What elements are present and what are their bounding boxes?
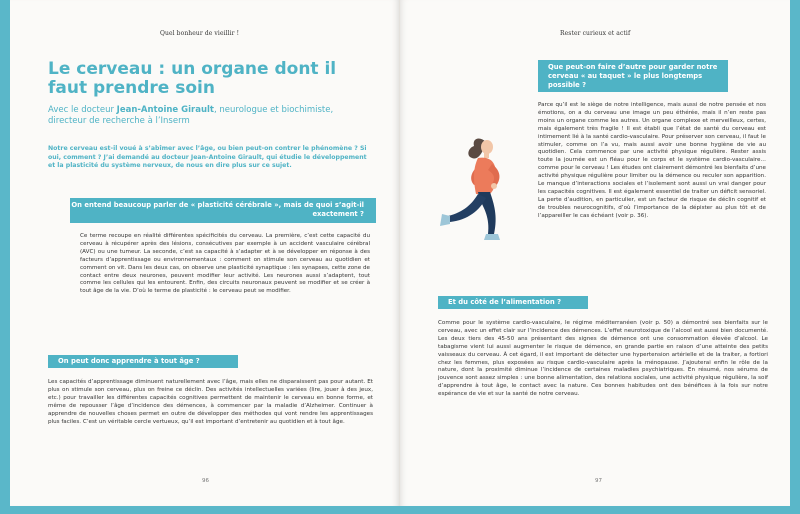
question-heading-nutrition: Et du côté de l’alimentation ? xyxy=(438,296,588,309)
question-heading-plasticity: On entend beaucoup parler de « plasticité cérébrale », mais de quoi s’agit-il exactement ? xyxy=(70,198,376,223)
book-spread xyxy=(10,0,790,514)
intro-paragraph: Notre cerveau est-il voué à s’abîmer avec l’âge, ou bien peut-on contrer le phénomène ? Si oui, comment ? J’ai demandé au docteur Jean-Antoine Girault, qui étudie le développement et la plasticité du système nerveux, de nous en dire plus sur ce sujet. xyxy=(48,145,367,170)
answer-learning: Les capacités d’apprentissage diminuent naturellement avec l’âge, mais elles ne disparaissent pas pour autant. Et plus on stimule son cerveau, plus on freine ce déclin. Des activités intellectuelles variées (lire, jouer à des jeux, etc.) pour travailler les différentes capacités cognitives permettent de maintenir le cerveau en bonne forme, et même de repousser l’âge d’incidence des démences, à commencer par la maladie d’Alzheimer. Continuer à apprendre de nouvelles choses permet en outre de développer des méthodes qui vont rendre les apprentissages plus faciles. C’est un véritable cercle vertueux, qu’il est important d’entretenir au quotidien et à tout âge. xyxy=(48,379,373,425)
page-number-left: 96 xyxy=(202,478,209,484)
answer-plasticity: Ce terme recoupe en réalité différentes spécificités du cerveau. La première, c’est cette capacité du cerveau à récupérer après des lésions, consécutives par exemple à un accident vasculaire cérébral (AVC) ou une tumeur. La seconde, c’est sa capacité à s’adapter et à se développer en réponse à des facteurs d’apprentissage ou environnementaux : comment on stimule son cerveau au quotidien et comment on vit. Dans les deux cas, on observe une plasticité synaptique : les synapses, cette zone de contact entre deux neurones, peuvent modifier leur activité. Les neurones aussi s’adaptent, tout comme les cellules qui les entourent. Enfin, des circuits neuronaux peuvent se modifier et se créer à tout âge de la vie. D’où le terme de plasticité : le cerveau peut se modifier. xyxy=(80,233,370,295)
front-shoe-shape xyxy=(484,234,500,240)
page-subtitle xyxy=(48,105,368,127)
answer-prevention: Parce qu’il est le siège de notre intelligence, mais aussi de notre pensée et nos émotions, on a du cerveau une image un peu éthérée, mais il n’en reste pas moins un organe comme les autres. Un organe complexe et merveilleux, certes, mais également très fragile ! Il est établi que l’état de santé du cerveau est intimement lié à la santé cardio-vasculaire. Pour préserver son cerveau, il faut le stimuler, comme on l’a vu, mais aussi avoir une bonne hygiène de vie au quotidien. Cela commence par une activité physique régulière. Rester assis toute la journée est un fléau pour le corps et le système cardio-vasculaire… comme pour le cerveau ! Les études ont clairement démontré les bienfaits d’une activité physique régulière pour limiter ou la démence ou reculer son apparition. Le manque d’interactions sociales et l’isolement sont aussi un vrai danger pour les capacités cognitives. Il est également essentiel de traiter un déficit sensoriel. La perte d’audition, en particulier, est un facteur de risque de déclin cognitif et de troubles neurocognitifs, d’où l’importance de la dépister au plus tôt et de l’appareiller le cas échéant (voir p. 36). xyxy=(538,102,766,219)
head-shape xyxy=(481,140,493,154)
running-woman-illustration xyxy=(428,130,528,265)
back-leg-shape xyxy=(448,194,486,222)
question-heading-learning: On peut donc apprendre à tout âge ? xyxy=(48,355,238,368)
right-page xyxy=(400,0,790,506)
answer-nutrition: Comme pour le système cardio-vasculaire, le régime méditerranéen (voir p. 50) a démontré ses bienfaits sur le cerveau, avec un effet clair sur l’incidence des démences. L’effet neurotoxique de l’alcool est aussi bien documenté. Les deux tiers des 45-50 ans présentant des signes de démence ont une consommation élevée d’alcool. Le tabagisme vient lui aussi augmenter le risque de démence, en grande partie en raison d’une atteinte des petits vaisseaux du cerveau. À cet égard, il est important de détecter une hypertension artérielle et de la traiter, a fortiori chez les femmes, plus exposées au risque cardio-vasculaire après la ménopause. J’ajouterai enfin le rôle de la nature, dont la proximité diminue l’incidence de certaines maladies psychiatriques. En résumé, nos sérums de jouvence sont assez simples : une bonne alimentation, des relations sociales, une activité physique régulière, la soif d’apprendre à tout âge, le contact avec la nature. Ces bonnes habitudes ont des bénéfices à la fois sur notre espérance de vie et sur la santé de notre cerveau. xyxy=(438,320,768,398)
running-head-left: Quel bonheur de vieillir ! xyxy=(160,30,240,37)
subtitle-prefix: Avec le docteur xyxy=(48,105,117,115)
subtitle-name: Jean-Antoine Girault xyxy=(116,105,214,115)
question-heading-prevention: Que peut-on faire d’autre pour garder notre cerveau « au taquet » le plus longtemps possible ? xyxy=(538,60,728,92)
page-title: Le cerveau : un organe dont il faut prendre soin xyxy=(48,59,337,98)
left-page xyxy=(10,0,400,506)
page-number-right: 97 xyxy=(595,478,602,484)
back-shoe-shape xyxy=(440,214,450,226)
hand-shape xyxy=(491,183,497,189)
subtitle-suffix: , neurologue et biochimiste, directeur de recherche à l’Inserm xyxy=(48,105,334,126)
running-head-right: Rester curieux et actif xyxy=(560,30,631,37)
neck-shape xyxy=(484,152,489,158)
